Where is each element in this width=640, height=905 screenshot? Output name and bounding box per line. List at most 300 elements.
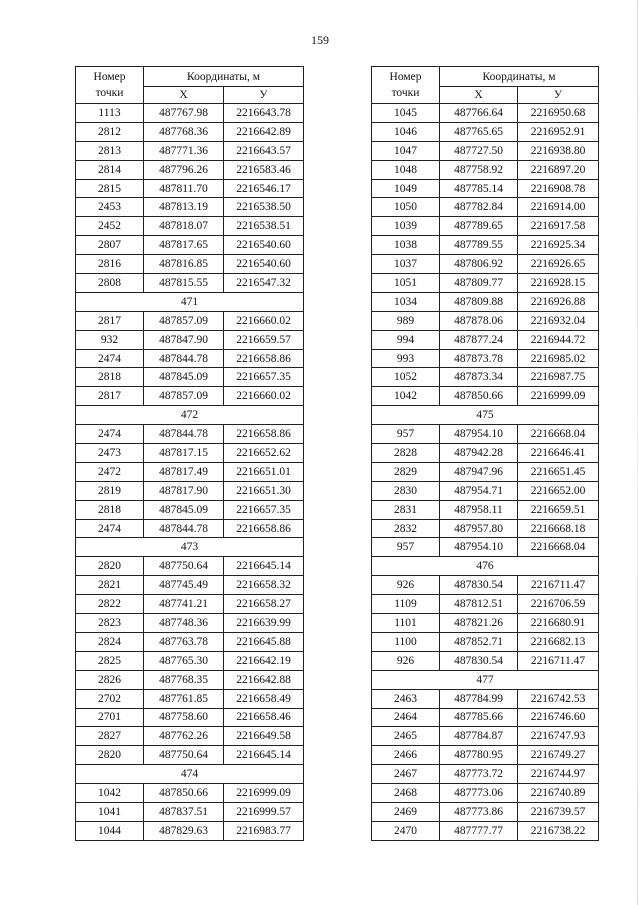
table-row: [372, 255, 599, 274]
table-row: [76, 160, 304, 179]
point-number-cell: 1041: [76, 802, 144, 821]
section-number: 472: [76, 406, 304, 425]
x-coordinate-cell: 487813.19: [144, 198, 224, 217]
point-number-cell: 2826: [76, 670, 144, 689]
section-row: [372, 557, 599, 576]
x-coordinate-cell: 487857.09: [144, 387, 224, 406]
table-row: [76, 708, 304, 727]
point-number-cell: 2820: [76, 557, 144, 576]
y-coordinate-cell: 2216642.19: [224, 651, 304, 670]
point-number-cell: 2452: [76, 217, 144, 236]
y-coordinate-cell: 2216985.02: [518, 349, 599, 368]
section-number: 475: [372, 406, 599, 425]
y-coordinate-cell: 2216645.14: [224, 746, 304, 765]
x-column-header: X: [144, 87, 224, 104]
x-coordinate-cell: 487878.06: [440, 311, 518, 330]
table-row: [76, 311, 304, 330]
table-row: [76, 444, 304, 463]
table-body-left: [76, 104, 304, 841]
y-coordinate-cell: 2216651.30: [224, 481, 304, 500]
table-row: [372, 330, 599, 349]
point-number-cell: 2701: [76, 708, 144, 727]
y-coordinate-cell: 2216917.58: [518, 217, 599, 236]
table-row: [76, 500, 304, 519]
y-coordinate-cell: 2216583.46: [224, 160, 304, 179]
coordinates-header: Координаты, м: [440, 67, 599, 87]
x-coordinate-cell: 487806.92: [440, 255, 518, 274]
section-row: [76, 292, 304, 311]
x-coordinate-cell: 487789.55: [440, 236, 518, 255]
table-row: [372, 122, 599, 141]
y-coordinate-cell: 2216642.89: [224, 122, 304, 141]
table-row: [76, 141, 304, 160]
y-coordinate-cell: 2216897.20: [518, 160, 599, 179]
y-coordinate-cell: 2216739.57: [518, 802, 599, 821]
x-coordinate-cell: 487816.85: [144, 255, 224, 274]
y-coordinate-cell: 2216658.86: [224, 519, 304, 538]
x-coordinate-cell: 487766.64: [440, 104, 518, 123]
point-header-line2: точки: [391, 87, 420, 99]
point-number-cell: 2817: [76, 387, 144, 406]
table-row: [76, 425, 304, 444]
y-coordinate-cell: 2216643.57: [224, 141, 304, 160]
table-row: [372, 349, 599, 368]
x-coordinate-cell: 487748.36: [144, 614, 224, 633]
point-number-cell: 2468: [372, 784, 440, 803]
x-coordinate-cell: 487745.49: [144, 576, 224, 595]
y-coordinate-cell: 2216738.22: [518, 821, 599, 840]
table-row: [372, 198, 599, 217]
x-coordinate-cell: 487782.84: [440, 198, 518, 217]
table-row: [76, 236, 304, 255]
y-coordinate-cell: 2216540.60: [224, 255, 304, 274]
y-coordinate-cell: 2216538.50: [224, 198, 304, 217]
x-coordinate-cell: 487773.72: [440, 765, 518, 784]
x-coordinate-cell: 487768.36: [144, 122, 224, 141]
point-header-line1: Номер: [389, 71, 422, 83]
point-number-cell: 1101: [372, 614, 440, 633]
point-number-cell: 2819: [76, 481, 144, 500]
point-number-cell: 2822: [76, 595, 144, 614]
x-coordinate-cell: 487785.14: [440, 179, 518, 198]
point-number-header: [76, 67, 144, 104]
x-coordinate-cell: 487750.64: [144, 746, 224, 765]
table-row: [372, 274, 599, 293]
y-coordinate-cell: 2216740.89: [518, 784, 599, 803]
table-row: [76, 614, 304, 633]
table-row: [372, 708, 599, 727]
y-coordinate-cell: 2216932.04: [518, 311, 599, 330]
x-coordinate-cell: 487768.35: [144, 670, 224, 689]
y-coordinate-cell: 2216668.04: [518, 425, 599, 444]
point-number-cell: 932: [76, 330, 144, 349]
point-number-header: [372, 67, 440, 104]
section-row: [76, 406, 304, 425]
y-coordinate-cell: 2216659.51: [518, 500, 599, 519]
point-number-cell: 2474: [76, 349, 144, 368]
table-row: [76, 255, 304, 274]
point-number-cell: 2813: [76, 141, 144, 160]
y-coordinate-cell: 2216749.27: [518, 746, 599, 765]
point-number-cell: 1046: [372, 122, 440, 141]
table-row: [76, 557, 304, 576]
table-row: [372, 444, 599, 463]
x-column-header: X: [440, 87, 518, 104]
table-row: [372, 576, 599, 595]
y-coordinate-cell: 2216659.57: [224, 330, 304, 349]
point-number-cell: 1039: [372, 217, 440, 236]
y-coordinate-cell: 2216944.72: [518, 330, 599, 349]
x-coordinate-cell: 487817.65: [144, 236, 224, 255]
x-coordinate-cell: 487758.92: [440, 160, 518, 179]
x-coordinate-cell: 487850.66: [440, 387, 518, 406]
point-header-line1: Номер: [93, 71, 126, 83]
point-number-cell: 1042: [372, 387, 440, 406]
y-coordinate-cell: 2216538.51: [224, 217, 304, 236]
point-number-cell: 2818: [76, 500, 144, 519]
point-number-cell: 2827: [76, 727, 144, 746]
x-coordinate-cell: 487857.09: [144, 311, 224, 330]
point-number-cell: 2466: [372, 746, 440, 765]
coordinates-table-left: [75, 66, 304, 841]
point-number-cell: 2829: [372, 462, 440, 481]
y-coordinate-cell: 2216747.93: [518, 727, 599, 746]
point-number-cell: 2453: [76, 198, 144, 217]
x-coordinate-cell: 487954.10: [440, 538, 518, 557]
x-coordinate-cell: 487873.78: [440, 349, 518, 368]
point-number-cell: 1100: [372, 632, 440, 651]
table-row: [372, 500, 599, 519]
table-row: [372, 784, 599, 803]
y-coordinate-cell: 2216711.47: [518, 576, 599, 595]
y-coordinate-cell: 2216646.41: [518, 444, 599, 463]
x-coordinate-cell: 487765.30: [144, 651, 224, 670]
point-number-cell: 2463: [372, 689, 440, 708]
point-number-cell: 2472: [76, 462, 144, 481]
table-row: [372, 387, 599, 406]
y-coordinate-cell: 2216658.46: [224, 708, 304, 727]
table-row: [372, 727, 599, 746]
x-coordinate-cell: 487762.26: [144, 727, 224, 746]
table-row: [372, 651, 599, 670]
x-coordinate-cell: 487877.24: [440, 330, 518, 349]
section-number: 471: [76, 292, 304, 311]
table-row: [372, 821, 599, 840]
section-number: 474: [76, 765, 304, 784]
section-number: 477: [372, 670, 599, 689]
table-row: [76, 104, 304, 123]
point-number-cell: 2469: [372, 802, 440, 821]
x-coordinate-cell: 487844.78: [144, 349, 224, 368]
table-row: [372, 746, 599, 765]
x-coordinate-cell: 487845.09: [144, 500, 224, 519]
table-row: [372, 104, 599, 123]
table-row: [76, 821, 304, 840]
x-coordinate-cell: 487811.70: [144, 179, 224, 198]
y-coordinate-cell: 2216999.09: [518, 387, 599, 406]
x-coordinate-cell: 487777.77: [440, 821, 518, 840]
section-row: [372, 406, 599, 425]
table-row: [372, 217, 599, 236]
section-row: [76, 538, 304, 557]
y-column-header: У: [518, 87, 599, 104]
x-coordinate-cell: 487817.15: [144, 444, 224, 463]
table-row: [76, 122, 304, 141]
point-number-cell: 1109: [372, 595, 440, 614]
point-number-cell: 2465: [372, 727, 440, 746]
x-coordinate-cell: 487765.65: [440, 122, 518, 141]
point-number-cell: 1049: [372, 179, 440, 198]
table-row: [76, 481, 304, 500]
y-coordinate-cell: 2216658.86: [224, 349, 304, 368]
x-coordinate-cell: 487958.11: [440, 500, 518, 519]
coordinates-header: Координаты, м: [144, 67, 304, 87]
y-coordinate-cell: 2216660.02: [224, 387, 304, 406]
y-column-header: У: [224, 87, 304, 104]
y-coordinate-cell: 2216657.35: [224, 368, 304, 387]
section-row: [372, 670, 599, 689]
y-coordinate-cell: 2216639.99: [224, 614, 304, 633]
x-coordinate-cell: 487815.55: [144, 274, 224, 293]
y-coordinate-cell: 2216658.49: [224, 689, 304, 708]
table-row: [372, 292, 599, 311]
x-coordinate-cell: 487812.51: [440, 595, 518, 614]
x-coordinate-cell: 487954.71: [440, 481, 518, 500]
table-row: [372, 311, 599, 330]
table-row: [372, 538, 599, 557]
point-number-cell: 1037: [372, 255, 440, 274]
y-coordinate-cell: 2216651.01: [224, 462, 304, 481]
x-coordinate-cell: 487784.87: [440, 727, 518, 746]
x-coordinate-cell: 487796.26: [144, 160, 224, 179]
table-row: [76, 784, 304, 803]
table-row: [372, 481, 599, 500]
point-number-cell: 1045: [372, 104, 440, 123]
table-row: [76, 595, 304, 614]
table-row: [372, 141, 599, 160]
table-row: [372, 689, 599, 708]
table-row: [372, 160, 599, 179]
point-number-cell: 2814: [76, 160, 144, 179]
x-coordinate-cell: 487829.63: [144, 821, 224, 840]
y-coordinate-cell: 2216706.59: [518, 595, 599, 614]
x-coordinate-cell: 487771.36: [144, 141, 224, 160]
y-coordinate-cell: 2216742.53: [518, 689, 599, 708]
y-coordinate-cell: 2216668.04: [518, 538, 599, 557]
x-coordinate-cell: 487837.51: [144, 802, 224, 821]
x-coordinate-cell: 487773.06: [440, 784, 518, 803]
point-number-cell: 2474: [76, 425, 144, 444]
x-coordinate-cell: 487852.71: [440, 632, 518, 651]
point-number-cell: 2830: [372, 481, 440, 500]
y-coordinate-cell: 2216926.88: [518, 292, 599, 311]
scan-edge-line: [637, 0, 638, 905]
point-number-cell: 2808: [76, 274, 144, 293]
table-row: [76, 576, 304, 595]
table-row: [372, 425, 599, 444]
point-number-cell: 2702: [76, 689, 144, 708]
y-coordinate-cell: 2216925.34: [518, 236, 599, 255]
y-coordinate-cell: 2216668.18: [518, 519, 599, 538]
table-row: [372, 632, 599, 651]
y-coordinate-cell: 2216938.80: [518, 141, 599, 160]
x-coordinate-cell: 487809.77: [440, 274, 518, 293]
table-row: [76, 462, 304, 481]
y-coordinate-cell: 2216680.91: [518, 614, 599, 633]
point-number-cell: 1052: [372, 368, 440, 387]
table-row: [76, 670, 304, 689]
x-coordinate-cell: 487763.78: [144, 632, 224, 651]
point-number-cell: 1113: [76, 104, 144, 123]
y-coordinate-cell: 2216658.32: [224, 576, 304, 595]
point-number-cell: 1050: [372, 198, 440, 217]
point-number-cell: 2467: [372, 765, 440, 784]
point-number-cell: 989: [372, 311, 440, 330]
point-number-cell: 2824: [76, 632, 144, 651]
x-coordinate-cell: 487850.66: [144, 784, 224, 803]
y-coordinate-cell: 2216652.00: [518, 481, 599, 500]
section-number: 473: [76, 538, 304, 557]
table-row: [76, 368, 304, 387]
point-number-cell: 993: [372, 349, 440, 368]
table-row: [372, 595, 599, 614]
x-coordinate-cell: 487873.34: [440, 368, 518, 387]
y-coordinate-cell: 2216928.15: [518, 274, 599, 293]
table-row: [372, 236, 599, 255]
y-coordinate-cell: 2216645.14: [224, 557, 304, 576]
table-row: [76, 727, 304, 746]
x-coordinate-cell: 487767.98: [144, 104, 224, 123]
y-coordinate-cell: 2216983.77: [224, 821, 304, 840]
y-coordinate-cell: 2216999.09: [224, 784, 304, 803]
y-coordinate-cell: 2216952.91: [518, 122, 599, 141]
section-number: 476: [372, 557, 599, 576]
point-number-cell: 957: [372, 425, 440, 444]
point-number-cell: 994: [372, 330, 440, 349]
x-coordinate-cell: 487830.54: [440, 651, 518, 670]
y-coordinate-cell: 2216682.13: [518, 632, 599, 651]
y-coordinate-cell: 2216744.97: [518, 765, 599, 784]
table-row: [76, 802, 304, 821]
x-coordinate-cell: 487741.21: [144, 595, 224, 614]
point-number-cell: 2825: [76, 651, 144, 670]
y-coordinate-cell: 2216658.86: [224, 425, 304, 444]
point-number-cell: 1048: [372, 160, 440, 179]
y-coordinate-cell: 2216658.27: [224, 595, 304, 614]
table-body-right: [372, 104, 599, 841]
y-coordinate-cell: 2216999.57: [224, 802, 304, 821]
y-coordinate-cell: 2216540.60: [224, 236, 304, 255]
x-coordinate-cell: 487750.64: [144, 557, 224, 576]
point-number-cell: 2816: [76, 255, 144, 274]
table-row: [76, 198, 304, 217]
table-row: [372, 519, 599, 538]
table-row: [372, 179, 599, 198]
x-coordinate-cell: 487809.88: [440, 292, 518, 311]
point-number-cell: 2464: [372, 708, 440, 727]
x-coordinate-cell: 487773.86: [440, 802, 518, 821]
x-coordinate-cell: 487785.66: [440, 708, 518, 727]
y-coordinate-cell: 2216950.68: [518, 104, 599, 123]
point-number-cell: 957: [372, 538, 440, 557]
point-number-cell: 926: [372, 576, 440, 595]
y-coordinate-cell: 2216651.45: [518, 462, 599, 481]
point-number-cell: 1051: [372, 274, 440, 293]
x-coordinate-cell: 487844.78: [144, 425, 224, 444]
table-row: [372, 802, 599, 821]
table-row: [76, 179, 304, 198]
point-number-cell: 2807: [76, 236, 144, 255]
x-coordinate-cell: 487942.28: [440, 444, 518, 463]
x-coordinate-cell: 487845.09: [144, 368, 224, 387]
point-number-cell: 2832: [372, 519, 440, 538]
table-row: [76, 746, 304, 765]
x-coordinate-cell: 487727.50: [440, 141, 518, 160]
x-coordinate-cell: 487789.65: [440, 217, 518, 236]
point-number-cell: 2473: [76, 444, 144, 463]
table-row: [76, 632, 304, 651]
y-coordinate-cell: 2216660.02: [224, 311, 304, 330]
x-coordinate-cell: 487817.49: [144, 462, 224, 481]
x-coordinate-cell: 487844.78: [144, 519, 224, 538]
x-coordinate-cell: 487847.90: [144, 330, 224, 349]
page-number: 159: [311, 33, 329, 47]
y-coordinate-cell: 2216746.60: [518, 708, 599, 727]
point-number-cell: 2817: [76, 311, 144, 330]
table-row: [372, 614, 599, 633]
point-number-cell: 2818: [76, 368, 144, 387]
x-coordinate-cell: 487954.10: [440, 425, 518, 444]
point-number-cell: 1047: [372, 141, 440, 160]
x-coordinate-cell: 487821.26: [440, 614, 518, 633]
point-header-line2: точки: [95, 87, 124, 99]
x-coordinate-cell: 487784.99: [440, 689, 518, 708]
point-number-cell: 1042: [76, 784, 144, 803]
x-coordinate-cell: 487761.85: [144, 689, 224, 708]
point-number-cell: 2823: [76, 614, 144, 633]
point-number-cell: 2812: [76, 122, 144, 141]
section-row: [76, 765, 304, 784]
point-number-cell: 926: [372, 651, 440, 670]
y-coordinate-cell: 2216649.58: [224, 727, 304, 746]
table-row: [372, 462, 599, 481]
x-coordinate-cell: 487830.54: [440, 576, 518, 595]
table-row: [76, 330, 304, 349]
y-coordinate-cell: 2216642.88: [224, 670, 304, 689]
x-coordinate-cell: 487758.60: [144, 708, 224, 727]
table-row: [76, 349, 304, 368]
point-number-cell: 1044: [76, 821, 144, 840]
y-coordinate-cell: 2216645.88: [224, 632, 304, 651]
x-coordinate-cell: 487818.07: [144, 217, 224, 236]
y-coordinate-cell: 2216987.75: [518, 368, 599, 387]
y-coordinate-cell: 2216926.65: [518, 255, 599, 274]
y-coordinate-cell: 2216657.35: [224, 500, 304, 519]
point-number-cell: 1034: [372, 292, 440, 311]
y-coordinate-cell: 2216546.17: [224, 179, 304, 198]
table-row: [76, 519, 304, 538]
point-number-cell: 2821: [76, 576, 144, 595]
point-number-cell: 2815: [76, 179, 144, 198]
y-coordinate-cell: 2216908.78: [518, 179, 599, 198]
y-coordinate-cell: 2216643.78: [224, 104, 304, 123]
table-row: [372, 765, 599, 784]
x-coordinate-cell: 487780.95: [440, 746, 518, 765]
x-coordinate-cell: 487947.96: [440, 462, 518, 481]
point-number-cell: 2828: [372, 444, 440, 463]
y-coordinate-cell: 2216914.00: [518, 198, 599, 217]
point-number-cell: 2474: [76, 519, 144, 538]
